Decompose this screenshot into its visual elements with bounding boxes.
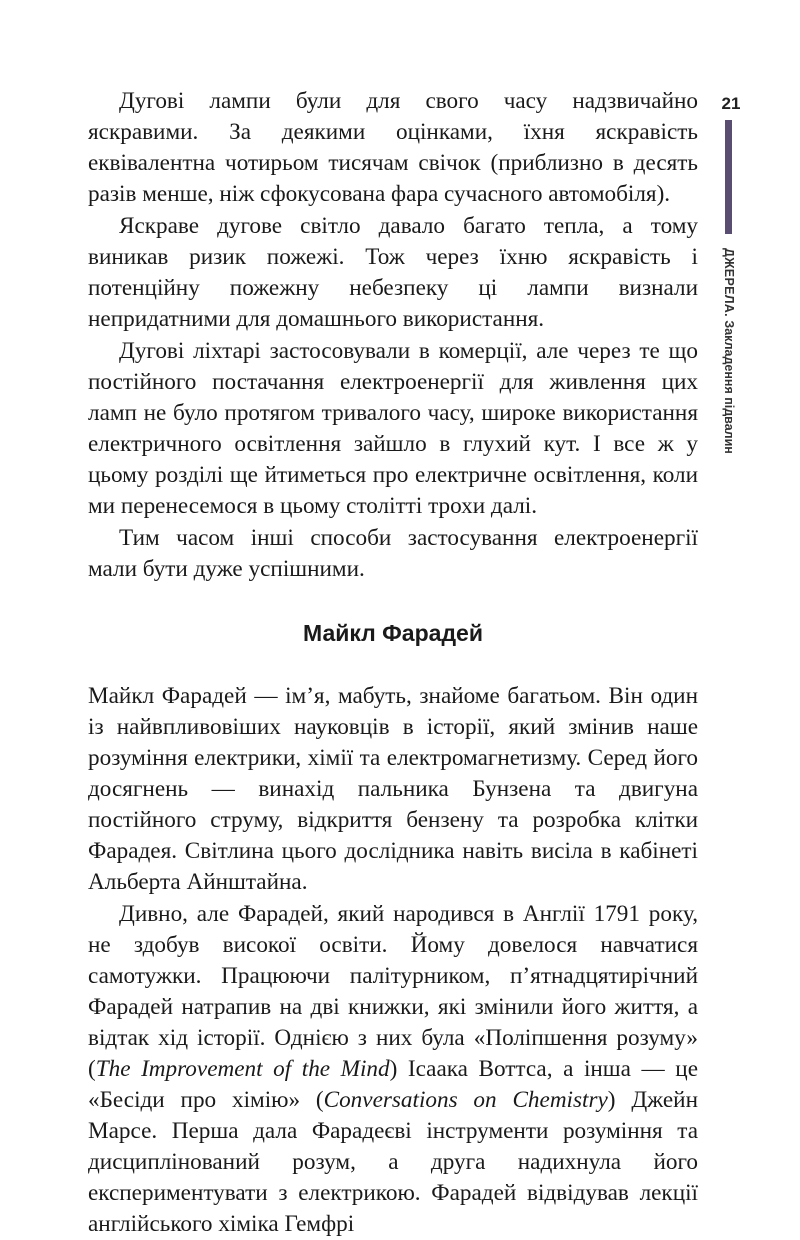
paragraph: Тим часом інші способи застосування електроенергії мали бути дуже успішними. [88,525,698,582]
paragraph: Дугові ліхтарі застосовували в комерції, але через те що постійного постачання електроенергії для живлення цих ламп не було протягом тривалого часу, широке використання електричного освітлення зайшло в глухий кут. І все ж у цьому розділі ще йтиметься про електричне освітлення, коли ми перенесемося в цьому столітті трохи далі. [88,338,698,519]
book-title-english: Conversations on Chemistry [323,1087,608,1113]
paragraph-text: ) Джейн Марсе. Перша дала Фарадеєві інструменти розуміння та дисциплінований розум, а друга надихнула його експериментувати з електрикою. Фарадей відвідував лекції англійського хіміка Гемфрі [88,1087,698,1237]
paragraph: Майкл Фарадей — ім’я, мабуть, знайоме багатьом. Він один із найвпливовіших науковців в історії, який змінив наше розуміння електрики, хімії та електромагнетизму. Серед його досягнень — винахід пальника Бунзена та двигуна постійного струму, відкриття бензену та розробка клітки Фарадея. Світлина цього дослідника навіть висіла в кабінеті Альберта Айнштайна. [88,683,698,895]
chapter-marker-bar [725,120,732,234]
book-title-english: The Improvement of the Mind [95,1056,390,1082]
body-text [88,86,698,1240]
page-number: 21 [721,94,741,113]
running-title [722,248,736,454]
paragraph-text: Дивно, але Фарадей, який народився в Англії 1791 року, не здобув високої освіти. Йому довелося навчатися самотужки. Працюючи палітурником, п’ятнадцятирічний Фарадей натрапив на дві книжки, які змінили його життя, а відтак хід історії. Однією з них була «Поліпшення розуму» ( [88,901,698,1082]
paragraph [88,899,698,1240]
paragraph: Дугові лампи були для свого часу надзвичайно яскравими. За деякими оцінками, їхня яскравість еквівалентна чотирьом тисячам свічок (приблизно в десять разів менше, ніж сфокусована фара сучасного автомобіля). [88,88,698,207]
section-heading: Майкл Фарадей [303,620,483,646]
paragraph-text: ) Ісаака Воттса, а інша — це «Бесіди про хімію» ( [88,1056,698,1113]
paragraph: Яскраве дугове світло давало багато тепла, а тому виникав ризик пожежі. Тож через їхню яскравість і потенційну пожежну небезпеку ці лампи визнали непридатними для домашнього використання. [88,213,698,332]
running-title-section: Закладення підвалин [722,320,736,454]
running-title-chapter: ДЖЕРЕЛА. [722,248,736,317]
